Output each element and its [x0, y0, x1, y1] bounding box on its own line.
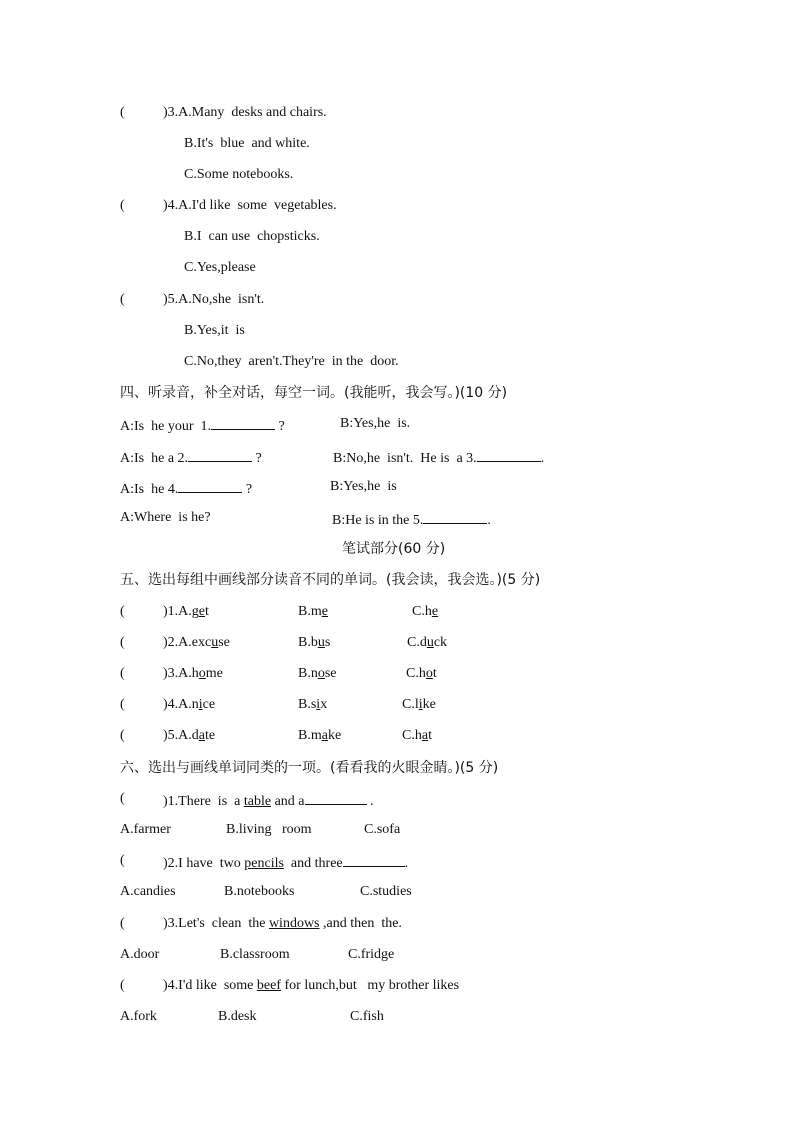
phonics-row-5-b: B.make [298, 728, 342, 743]
section-4-heading: 四、听录音，补全对话，每空一词。(我能听，我会写。)(10 分) [120, 385, 508, 401]
phonics-row-1-b: B.me [298, 604, 328, 619]
category-q4-option-c: C.fish [350, 1009, 384, 1024]
phonics-row-2-b: B.bus [298, 635, 331, 650]
question-3-option-c: C.Some notebooks. [184, 167, 294, 182]
category-q4-option-b: B.desk [218, 1009, 257, 1024]
written-part-title: 笔试部分(60 分) [342, 541, 446, 557]
category-q2-option-c: C.studies [360, 884, 412, 899]
category-q2-option-a: A.candies [120, 884, 176, 899]
phonics-row-1-a: )1.A.get [163, 604, 209, 619]
phonics-row-4-paren: ( [120, 697, 125, 712]
dialog-row-1-a: A:Is he your 1. ? [120, 415, 285, 436]
category-q1-paren: ( [120, 791, 125, 806]
question-4-option-b: B.I can use chopsticks. [184, 229, 320, 244]
dialog-row-4-b: B:He is in the 5. . [332, 509, 491, 530]
phonics-row-5-paren: ( [120, 728, 125, 743]
dialog-row-2-a: A:Is he a 2. ? [120, 447, 262, 468]
category-q2-paren: ( [120, 853, 125, 868]
question-3-paren: ( [120, 105, 125, 120]
phonics-row-2-c: C.duck [407, 635, 448, 650]
phonics-row-5-a: )5.A.date [163, 728, 216, 743]
dialog-row-2-b: B:No,he isn't. He is a 3. . [333, 447, 544, 468]
question-3-option-a: )3.A.Many desks and chairs. [163, 105, 327, 120]
category-q2: )2.I have two pencils and three . [163, 852, 408, 873]
phonics-row-3-b: B.nose [298, 666, 337, 681]
category-q4-option-a: A.fork [120, 1009, 157, 1024]
question-4-option-a: )4.A.I'd like some vegetables. [163, 198, 337, 213]
question-5-option-a: )5.A.No,she isn't. [163, 292, 265, 307]
phonics-row-1-paren: ( [120, 604, 125, 619]
category-q4-paren: ( [120, 978, 125, 993]
dialog-row-4-a: A:Where is he? [120, 510, 211, 525]
section-5-heading: 五、选出每组中画线部分读音不同的单词。(我会读，我会选。)(5 分) [120, 572, 541, 588]
blank-5[interactable] [423, 509, 487, 524]
category-q3-option-a: A.door [120, 947, 160, 962]
phonics-row-4-c: C.like [402, 697, 436, 712]
blank-4[interactable] [178, 478, 242, 493]
phonics-row-3-c: C.hot [406, 666, 437, 681]
category-q1-option-b: B.living room [226, 822, 312, 837]
category-q1-option-a: A.farmer [120, 822, 171, 837]
phonics-row-2-paren: ( [120, 635, 125, 650]
dialog-row-3-b: B:Yes,he is [330, 479, 397, 494]
question-3-option-b: B.It's blue and white. [184, 136, 310, 151]
question-4-paren: ( [120, 198, 125, 213]
blank-2[interactable] [188, 447, 252, 462]
question-5-paren: ( [120, 292, 125, 307]
category-q3-paren: ( [120, 916, 125, 931]
blank-category-2[interactable] [343, 852, 405, 867]
blank-1[interactable] [211, 415, 275, 430]
category-q3-option-b: B.classroom [220, 947, 290, 962]
question-4-option-c: C.Yes,please [184, 260, 256, 275]
category-q2-option-b: B.notebooks [224, 884, 295, 899]
dialog-row-1-b: B:Yes,he is. [340, 416, 411, 431]
blank-category-1[interactable] [305, 790, 367, 805]
phonics-row-4-b: B.six [298, 697, 328, 712]
phonics-row-2-a: )2.A.excuse [163, 635, 230, 650]
phonics-row-3-paren: ( [120, 666, 125, 681]
section-6-heading: 六、选出与画线单词同类的一项。(看看我的火眼金睛。)(5 分) [120, 760, 499, 776]
phonics-row-3-a: )3.A.home [163, 666, 223, 681]
dialog-row-3-a: A:Is he 4. ? [120, 478, 252, 499]
category-q3: )3.Let's clean the windows ,and then the. [163, 916, 402, 931]
category-q1: )1.There is a table and a . [163, 790, 374, 811]
category-q1-option-c: C.sofa [364, 822, 401, 837]
category-q4: )4.I'd like some beef for lunch,but my brother likes [163, 978, 460, 993]
question-5-option-c: C.No,they aren't.They're in the door. [184, 354, 399, 369]
phonics-row-5-c: C.hat [402, 728, 432, 743]
blank-3[interactable] [477, 447, 541, 462]
phonics-row-4-a: )4.A.nice [163, 697, 216, 712]
category-q3-option-c: C.fridge [348, 947, 395, 962]
phonics-row-1-c: C.he [412, 604, 439, 619]
question-5-option-b: B.Yes,it is [184, 323, 245, 338]
